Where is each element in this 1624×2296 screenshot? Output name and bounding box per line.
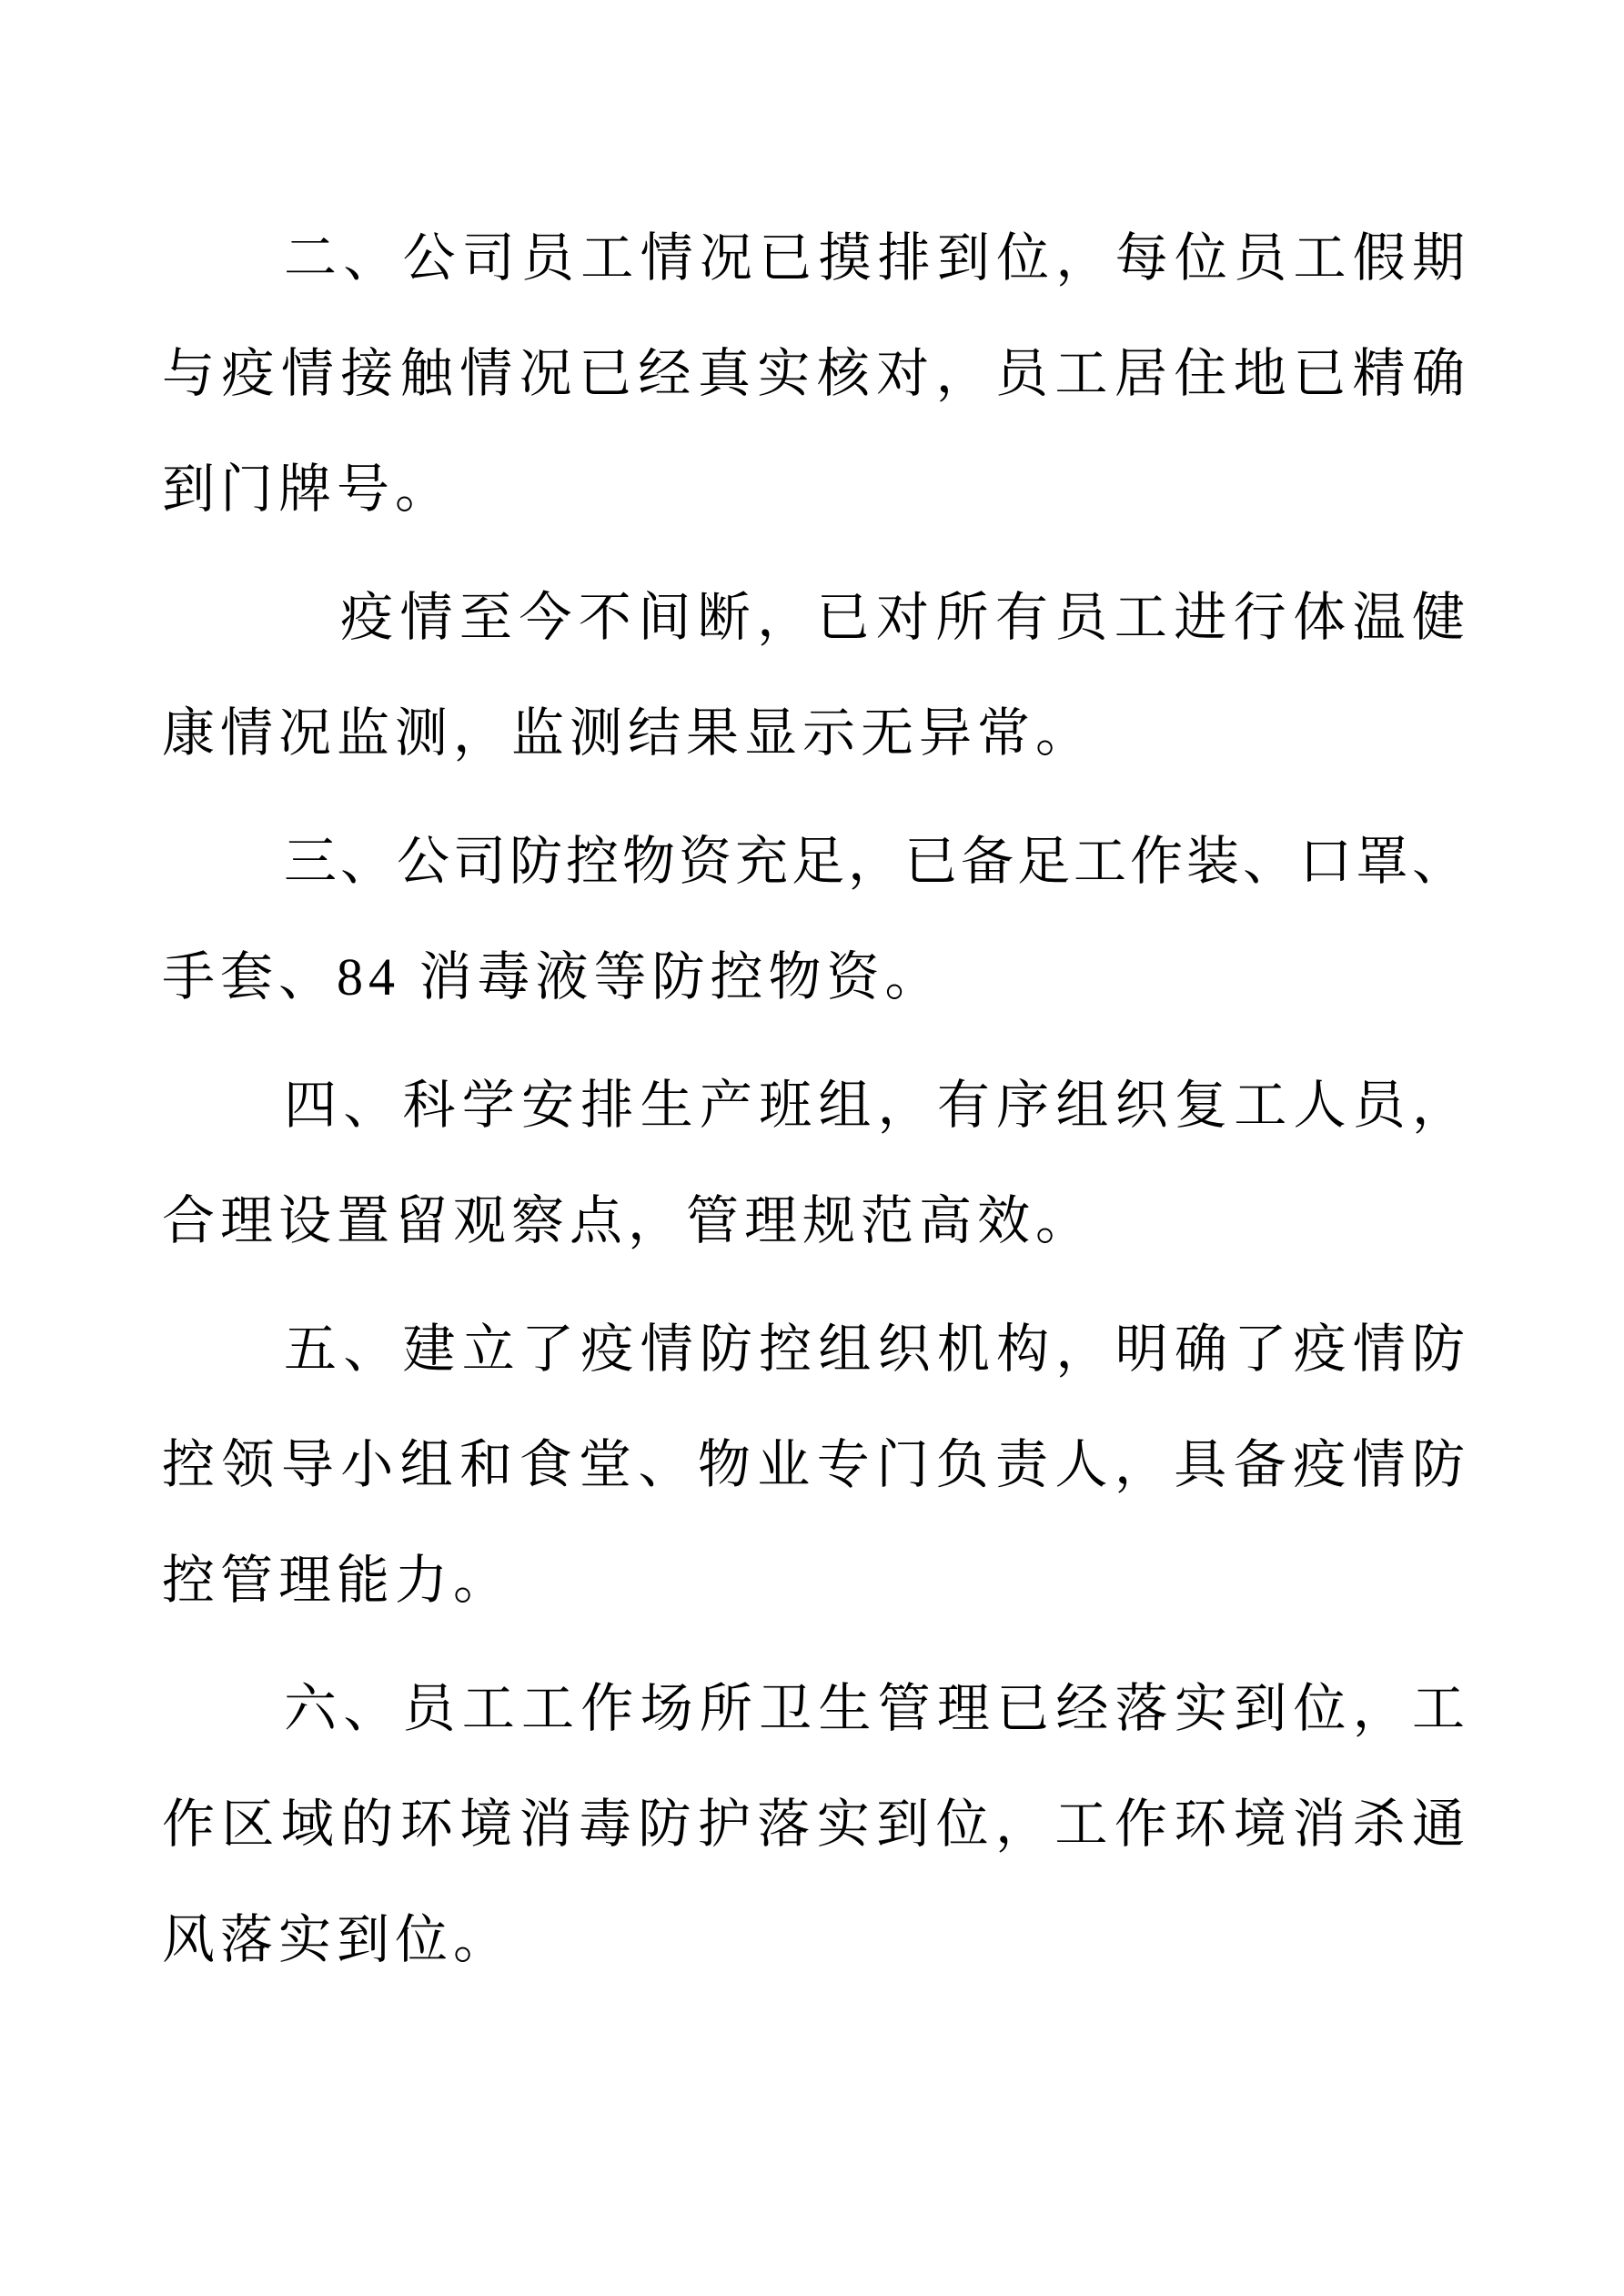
text-line: 二、公司员工情况已摸排到位，每位员工假期 xyxy=(284,228,1465,288)
text-line: 疫情至今不间断，已对所有员工进行体温健 xyxy=(340,588,1465,647)
document-body xyxy=(162,200,1465,1998)
text-line: 四、科学安排生产班组，有序组织复工人员， xyxy=(284,1076,1465,1135)
text-line: 手套、84 消毒液等防控物资。 xyxy=(162,947,943,1006)
text-line: 合理设置留观察点，管理规范高效。 xyxy=(162,1191,1094,1250)
text-line: 与疫情接触情况已经真实核对，员工居住地已精确 xyxy=(162,344,1465,403)
text-line: 到门牌号。 xyxy=(162,460,454,519)
text-line: 康情况监测，监测结果显示无异常。 xyxy=(162,703,1094,763)
text-line: 控领导小组和食堂、物业专门负责人，具备疫情防 xyxy=(162,1435,1465,1494)
paragraph-item-3 xyxy=(162,804,1465,1035)
text-line: 作区域的环境消毒防护落实到位，工作环境消杀通 xyxy=(162,1795,1465,1854)
paragraph-item-2 xyxy=(162,200,1465,547)
text-line: 控管理能力。 xyxy=(162,1551,512,1610)
paragraph-item-6 xyxy=(162,1651,1465,1998)
paragraph-item-5 xyxy=(162,1291,1465,1638)
paragraph-temperature-monitoring xyxy=(162,560,1465,791)
text-line: 六、员工工作场所卫生管理已经落实到位，工 xyxy=(284,1679,1465,1738)
text-line: 五、建立了疫情防控组织机构，明确了疫情防 xyxy=(284,1320,1465,1379)
text-line: 三、公司防控物资充足，已备足工作装、口罩、 xyxy=(284,832,1465,891)
paragraph-item-4 xyxy=(162,1047,1465,1279)
text-line: 风落实到位。 xyxy=(162,1910,512,1969)
